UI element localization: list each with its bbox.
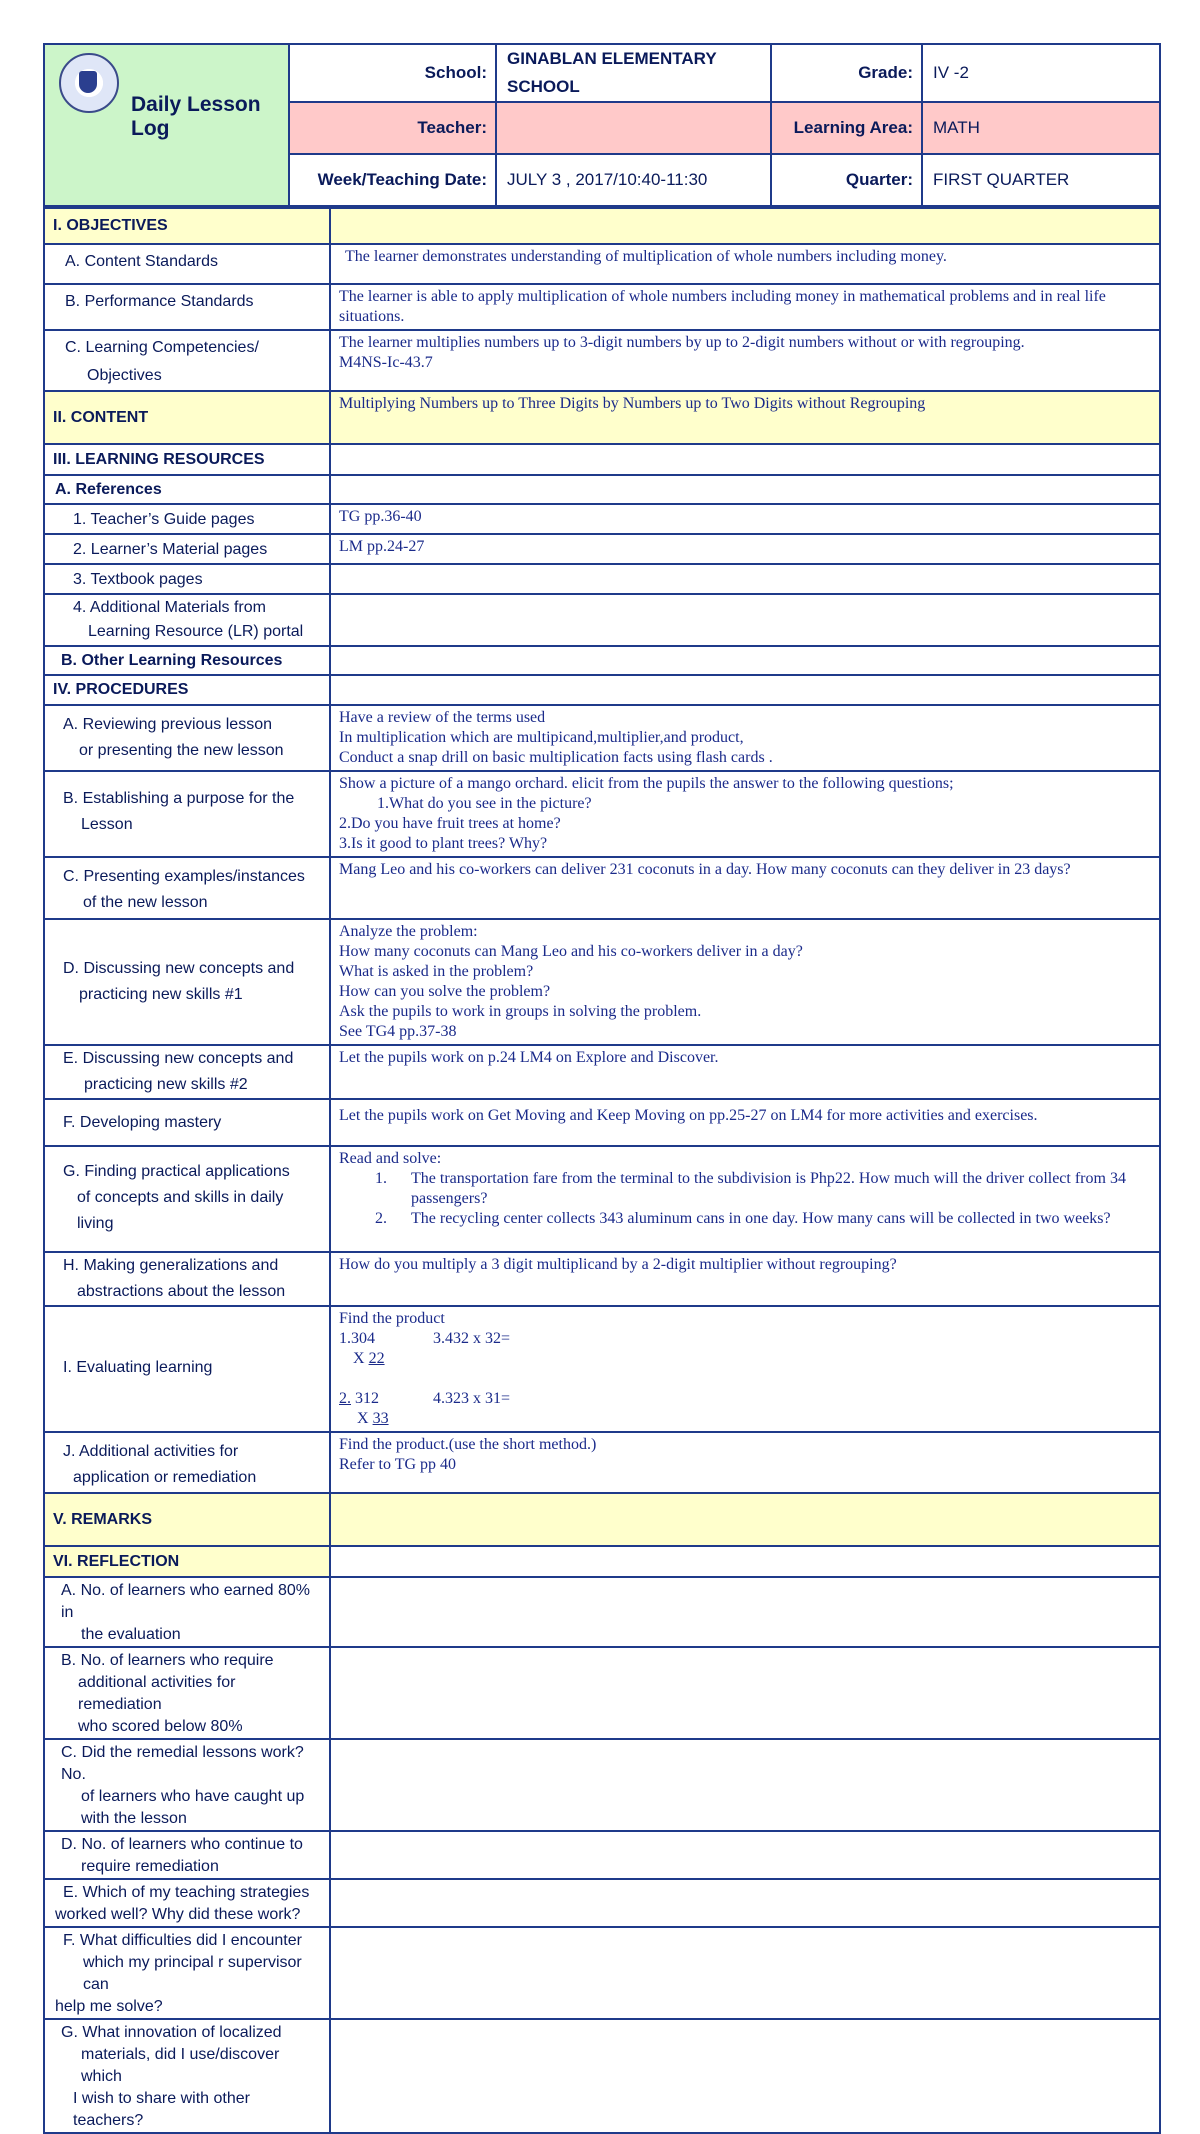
reflection-g-value — [330, 2019, 1160, 2133]
references-heading: A. References — [44, 475, 330, 504]
reflection-c-label — [44, 1739, 330, 1831]
logo-cell — [44, 44, 289, 206]
procedure-c-label-line1: C. Presenting examples/instances — [63, 868, 305, 885]
reflection-b-line2: additional activities for remediation — [78, 1674, 236, 1713]
procedure-g-label-line3: living — [77, 1215, 114, 1232]
reflection-g-line2: materials, did I use/discover which — [81, 2046, 280, 2085]
procedure-b-line: Show a picture of a mango orchard. elicit from the pupils the answer to the following questions; — [339, 775, 954, 792]
procedures-heading: IV. PROCEDURES — [44, 675, 330, 705]
textbook-value — [330, 564, 1160, 594]
procedure-h-label-line1: H. Making generalizations and — [63, 1257, 279, 1274]
procedure-a-label — [44, 705, 330, 771]
reflection-d-line1: D. No. of learners who continue to — [61, 1836, 303, 1853]
performance-standards-value: The learner is able to apply multiplication of whole numbers including money in mathematical problems and in real life situations. — [330, 284, 1160, 330]
procedure-j-label — [44, 1432, 330, 1493]
reflection-c-line1: C. Did the remedial lessons work? No. — [61, 1744, 304, 1783]
additional-materials-line1: 4. Additional Materials from — [73, 599, 266, 616]
procedure-h-label — [44, 1252, 330, 1306]
learning-area-value: MATH — [922, 102, 1160, 154]
procedure-d-line: Analyze the problem: — [339, 923, 478, 940]
reflection-b-line3: who scored below 80% — [78, 1718, 243, 1735]
procedure-b-label — [44, 771, 330, 857]
reflection-c-line2: of learners who have caught up — [81, 1788, 305, 1805]
times-sign: X — [357, 1410, 369, 1427]
procedure-j-label-line2: application or remediation — [73, 1469, 257, 1486]
procedure-i-value — [330, 1306, 1160, 1432]
competencies-label-line2: Objectives — [87, 367, 162, 384]
procedure-i-row1 — [339, 1329, 1151, 1349]
grade-label: Grade: — [771, 44, 922, 102]
procedure-b-label-line2: Lesson — [81, 816, 133, 833]
school-label: School: — [289, 44, 496, 102]
quarter-label: Quarter: — [771, 154, 922, 206]
content-standards-label: A. Content Standards — [44, 244, 330, 284]
reflection-g-line1: G. What innovation of localized — [61, 2024, 282, 2041]
procedure-c-label-line2: of the new lesson — [83, 894, 208, 911]
procedure-i-multiplier1: 22 — [368, 1350, 385, 1367]
procedure-e-value: Let the pupils work on p.24 LM4 on Explore and Discover. — [330, 1045, 1160, 1099]
competencies-text: The learner multiplies numbers up to 3-digit numbers by up to 2-digit numbers without or with regrouping. — [339, 334, 1025, 351]
quarter-value: FIRST QUARTER — [922, 154, 1160, 206]
procedure-i-problem4: 4.323 x 31= — [433, 1390, 511, 1407]
procedures-heading-empty — [330, 675, 1160, 705]
remarks-value — [330, 1493, 1160, 1546]
procedure-i-problem1: 1.304 — [339, 1330, 375, 1347]
spacer — [339, 1369, 1151, 1389]
competencies-label-line1: C. Learning Competencies/ — [65, 339, 259, 356]
procedure-h-label-line2: abstractions about the lesson — [77, 1283, 286, 1300]
reflection-a-line2: the evaluation — [81, 1626, 181, 1643]
reflection-b-value — [330, 1647, 1160, 1739]
reflection-a-label — [44, 1577, 330, 1647]
procedure-i-problem2-number: 2. — [339, 1390, 351, 1407]
procedure-h-value: How do you multiply a 3 digit multiplicand by a 2-digit multiplier without regrouping? — [330, 1252, 1160, 1306]
procedure-e-label-line1: E. Discussing new concepts and — [63, 1050, 294, 1067]
procedure-i-row2-multiplier — [339, 1409, 1151, 1429]
reflection-f-line3: help me solve? — [55, 1998, 163, 2015]
procedure-i-label: I. Evaluating learning — [44, 1306, 330, 1432]
procedure-e-label — [44, 1045, 330, 1099]
procedure-i-row2 — [339, 1389, 1151, 1409]
resources-heading: III. LEARNING RESOURCES — [44, 444, 330, 475]
reflection-f-line2: which my principal r supervisor can — [83, 1954, 302, 1993]
reflection-e-line2: worked well? Why did these work? — [55, 1906, 301, 1923]
procedure-d-line: Ask the pupils to work in groups in solving the problem. — [339, 1003, 702, 1020]
reflection-e-line1: E. Which of my teaching strategies — [63, 1884, 310, 1901]
procedure-g-label-line1: G. Finding practical applications — [63, 1163, 290, 1180]
procedure-e-label-line2: practicing new skills #2 — [84, 1076, 248, 1093]
competencies-label — [44, 330, 330, 391]
procedure-j-label-line1: J. Additional activities for — [63, 1443, 239, 1460]
procedure-g-value — [330, 1146, 1160, 1252]
procedure-g-intro: Read and solve: — [339, 1150, 442, 1167]
additional-materials-label — [44, 594, 330, 646]
times-sign: X — [353, 1350, 365, 1367]
procedure-d-value — [330, 919, 1160, 1045]
content-standards-value: The learner demonstrates understanding of multiplication of whole numbers including money. — [330, 244, 1160, 284]
procedure-j-line: Find the product.(use the short method.) — [339, 1436, 597, 1453]
procedure-a-line: Have a review of the terms used — [339, 709, 546, 726]
procedure-g-label-line2: of concepts and skills in daily — [77, 1189, 284, 1206]
procedure-d-line: How can you solve the problem? — [339, 983, 551, 1000]
procedure-g-item-text: The transportation fare from the terminal to the subdivision is Php22. How much will the driver collect from 34 passengers? — [411, 1170, 1126, 1207]
header-table — [43, 43, 1161, 207]
reflection-c-value — [330, 1739, 1160, 1831]
lm-label: 2. Learner’s Material pages — [44, 534, 330, 564]
procedure-a-line: In multiplication which are multipicand,multiplier,and product, — [339, 729, 744, 746]
reflection-a-line1: A. No. of learners who earned 80% in — [61, 1582, 311, 1621]
additional-materials-value — [330, 594, 1160, 646]
procedure-b-value — [330, 771, 1160, 857]
remarks-heading: V. REMARKS — [44, 1493, 330, 1546]
procedure-d-line: What is asked in the problem? — [339, 963, 534, 980]
procedure-d-label — [44, 919, 330, 1045]
reflection-e-label — [44, 1879, 330, 1927]
objectives-heading: I. OBJECTIVES — [44, 208, 330, 244]
content-heading: II. CONTENT — [44, 391, 330, 444]
procedure-j-value — [330, 1432, 1160, 1493]
objectives-heading-empty — [330, 208, 1160, 244]
reflection-heading-empty — [330, 1546, 1160, 1577]
reflection-c-line3: with the lesson — [81, 1810, 187, 1827]
content-value: Multiplying Numbers up to Three Digits by Numbers up to Two Digits without Regrouping — [330, 391, 1160, 444]
resources-heading-empty — [330, 444, 1160, 475]
procedure-c-value: Mang Leo and his co-workers can deliver 231 coconuts in a day. How many coconuts can they deliver in 23 days? — [330, 857, 1160, 919]
week-value: JULY 3 , 2017/10:40-11:30 — [496, 154, 771, 206]
log-title: Daily Lesson Log — [131, 93, 261, 140]
additional-materials-line2: Learning Resource (LR) portal — [88, 623, 304, 640]
reflection-b-line1: B. No. of learners who require — [61, 1652, 274, 1669]
procedure-b-label-line1: B. Establishing a purpose for the — [63, 790, 295, 807]
lm-value: LM pp.24-27 — [330, 534, 1160, 564]
textbook-label: 3. Textbook pages — [44, 564, 330, 594]
teacher-value — [496, 102, 771, 154]
procedure-f-value: Let the pupils work on Get Moving and Keep Moving on pp.25-27 on LM4 for more activities and exercises. — [330, 1099, 1160, 1146]
tg-label: 1. Teacher’s Guide pages — [44, 504, 330, 534]
procedure-f-label: F. Developing mastery — [44, 1099, 330, 1146]
procedure-g-item — [339, 1169, 1151, 1209]
procedure-d-line: See TG4 pp.37-38 — [339, 1023, 457, 1040]
procedure-a-label-line2: or presenting the new lesson — [79, 742, 284, 759]
performance-standards-label: B. Performance Standards — [44, 284, 330, 330]
reflection-b-label — [44, 1647, 330, 1739]
procedure-d-line: How many coconuts can Mang Leo and his co-workers deliver in a day? — [339, 943, 803, 960]
week-label: Week/Teaching Date: — [289, 154, 496, 206]
procedure-i-problem2-value: 312 — [351, 1390, 379, 1407]
reflection-f-label — [44, 1927, 330, 2019]
reflection-e-value — [330, 1879, 1160, 1927]
procedure-d-label-line1: D. Discussing new concepts and — [63, 960, 295, 977]
procedure-g-item-number: 1. — [375, 1170, 387, 1187]
procedure-a-label-line1: A. Reviewing previous lesson — [63, 716, 272, 733]
procedure-j-line: Refer to TG pp 40 — [339, 1456, 457, 1473]
reflection-d-line2: require remediation — [81, 1858, 219, 1875]
procedure-b-line: 3.Is it good to plant trees? Why? — [339, 835, 548, 852]
deped-seal-icon — [59, 53, 119, 113]
other-resources-label: B. Other Learning Resources — [44, 646, 330, 675]
procedure-g-item-text: The recycling center collects 343 aluminum cans in one day. How many cans will be collected in two weeks? — [411, 1210, 1111, 1227]
daily-lesson-log — [43, 43, 1161, 2134]
competencies-code: M4NS-Ic-43.7 — [339, 354, 433, 371]
learning-area-label: Learning Area: — [771, 102, 922, 154]
teacher-label: Teacher: — [289, 102, 496, 154]
procedure-d-label-line2: practicing new skills #1 — [79, 986, 243, 1003]
procedure-b-line: 1.What do you see in the picture? — [377, 795, 592, 812]
procedure-i-problem3: 3.432 x 32= — [433, 1330, 511, 1347]
procedure-i-multiplier2: 33 — [372, 1410, 389, 1427]
procedure-c-label — [44, 857, 330, 919]
reflection-f-line1: F. What difficulties did I encounter — [63, 1932, 302, 1949]
procedure-a-value — [330, 705, 1160, 771]
reflection-heading: VI. REFLECTION — [44, 1546, 330, 1577]
procedure-i-problem2 — [339, 1389, 433, 1409]
grade-value: IV -2 — [922, 44, 1160, 102]
procedure-i-row1-multiplier — [339, 1349, 1151, 1369]
references-empty — [330, 475, 1160, 504]
procedure-b-line: 2.Do you have fruit trees at home? — [339, 815, 561, 832]
reflection-f-value — [330, 1927, 1160, 2019]
procedure-g-label — [44, 1146, 330, 1252]
tg-value: TG pp.36-40 — [330, 504, 1160, 534]
reflection-g-label — [44, 2019, 330, 2133]
lesson-table — [43, 207, 1161, 2134]
other-resources-value — [330, 646, 1160, 675]
procedure-g-item — [339, 1209, 1151, 1229]
reflection-d-label — [44, 1831, 330, 1879]
reflection-g-line3: I wish to share with other teachers? — [73, 2090, 250, 2129]
reflection-d-value — [330, 1831, 1160, 1879]
procedure-g-item-number: 2. — [375, 1210, 387, 1227]
procedure-a-line: Conduct a snap drill on basic multiplication facts using flash cards . — [339, 749, 773, 766]
school-value: GINABLAN ELEMENTARY SCHOOL — [496, 44, 771, 102]
procedure-i-intro: Find the product — [339, 1310, 445, 1327]
reflection-a-value — [330, 1577, 1160, 1647]
competencies-value — [330, 330, 1160, 391]
